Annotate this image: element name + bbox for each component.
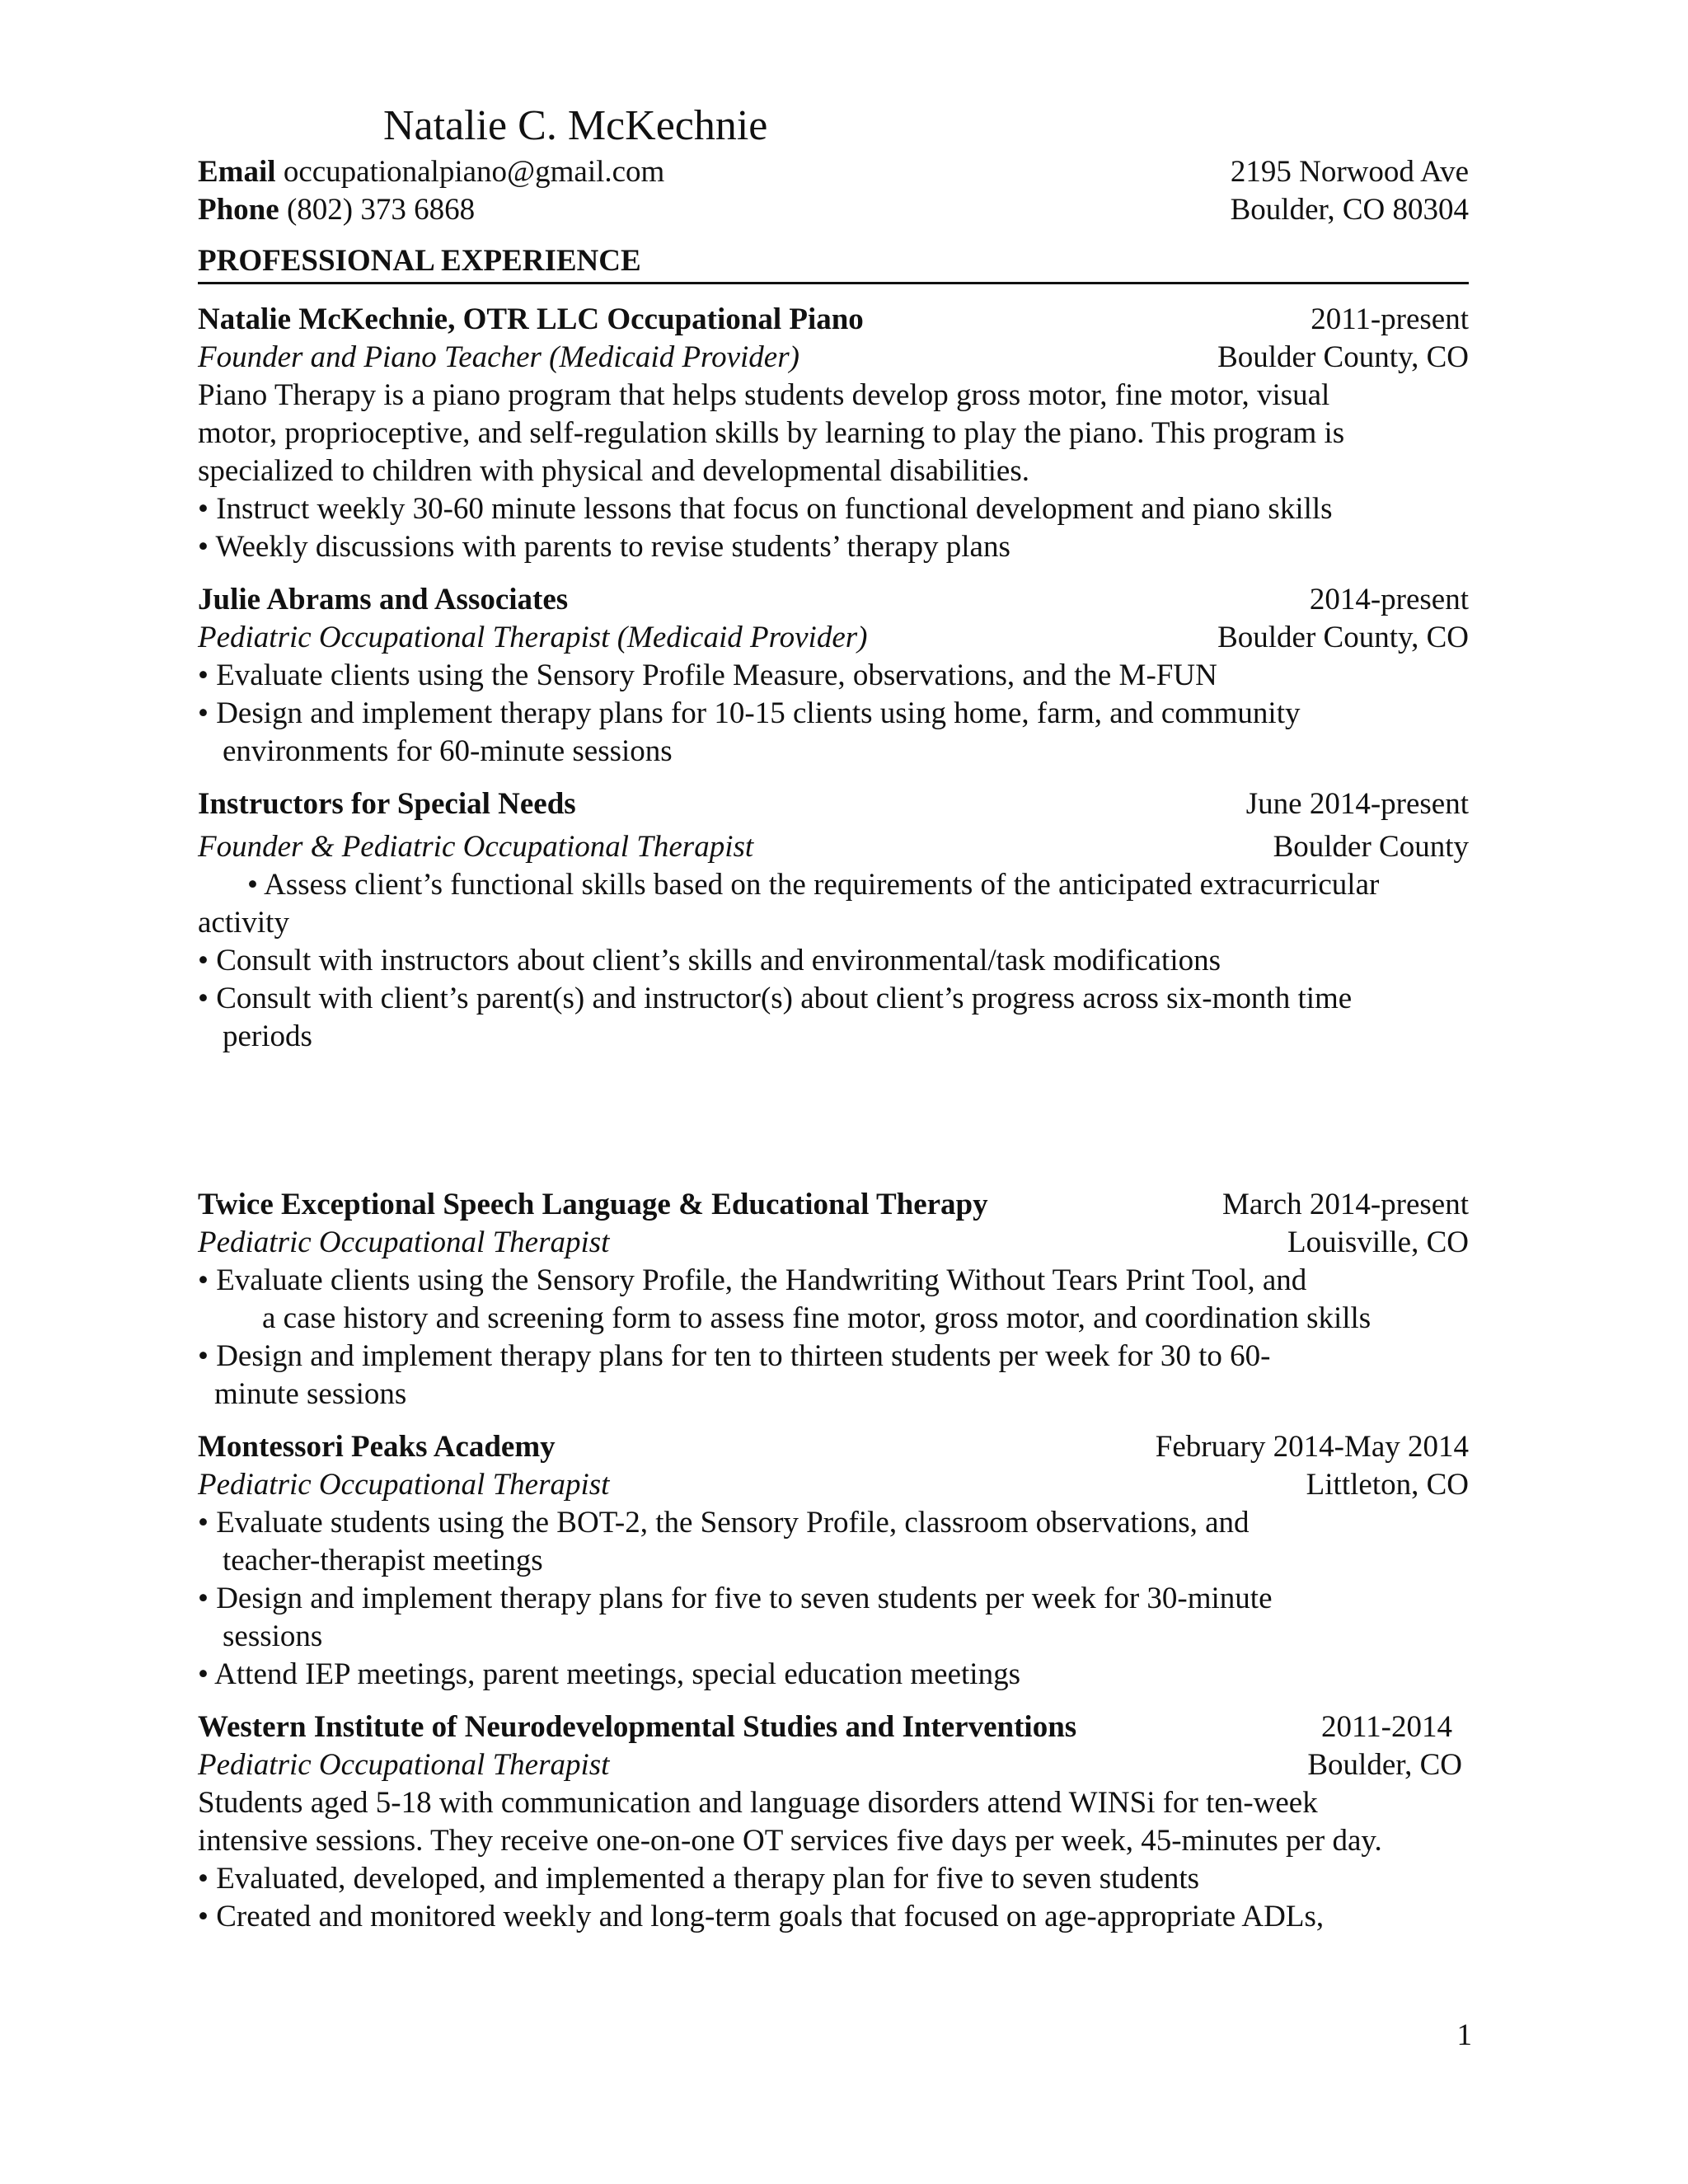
job-location: Littleton, CO — [1306, 1468, 1469, 1502]
job-bullet: • Evaluate clients using the Sensory Profile, the Handwriting Without Tears Print Tool, and — [198, 1263, 1307, 1297]
job-bullet: • Evaluate clients using the Sensory Profile Measure, observations, and the M-FUN — [198, 658, 1217, 692]
job-entry — [198, 581, 1469, 771]
job-dates: March 2014-present — [1222, 1188, 1469, 1221]
address-line-1: 2195 Norwood Ave — [1230, 155, 1469, 189]
job-subheader — [198, 1466, 1469, 1504]
job-org: Instructors for Special Needs — [198, 787, 576, 821]
job-bullet: • Design and implement therapy plans for five to seven students per week for 30-minute — [198, 1582, 1273, 1615]
job-description-line: intensive sessions. They receive one-on-one OT services five days per week, 45-minutes per day. — [198, 1824, 1382, 1858]
job-entry — [198, 785, 1469, 1056]
job-bullet: • Design and implement therapy plans for ten to thirteen students per week for 30 to 60- — [198, 1339, 1271, 1373]
phone-line — [198, 191, 475, 229]
email-line — [198, 153, 664, 191]
contact-row-1 — [198, 153, 1469, 191]
job-bullet-continuation: minute sessions — [214, 1377, 407, 1411]
job-bullet: • Evaluate students using the BOT-2, the Sensory Profile, classroom observations, and — [198, 1506, 1250, 1540]
job-subheader — [198, 828, 1469, 866]
job-bullet: • Created and monitored weekly and long-term goals that focused on age-appropriate ADLs, — [198, 1900, 1325, 1933]
job-org: Twice Exceptional Speech Language & Educational Therapy — [198, 1188, 988, 1221]
job-org: Natalie McKechnie, OTR LLC Occupational Piano — [198, 302, 864, 336]
job-org: Montessori Peaks Academy — [198, 1430, 556, 1464]
job-role: Founder & Pediatric Occupational Therapist — [198, 830, 754, 864]
page-number: 1 — [1456, 2018, 1472, 2052]
job-bullet: • Consult with instructors about client’s skills and environmental/task modifications — [198, 944, 1221, 977]
section-rule — [198, 282, 1469, 284]
job-bullet: • Instruct weekly 30-60 minute lessons that focus on functional development and piano skills — [198, 492, 1333, 526]
job-location: Boulder, CO — [1307, 1748, 1462, 1782]
job-location: Boulder County, CO — [1217, 340, 1469, 374]
job-location: Boulder County — [1273, 830, 1469, 864]
job-entry — [198, 1186, 1469, 1413]
email-address: occupationalpiano@gmail.com — [283, 155, 665, 189]
contact-row-2 — [198, 191, 1469, 229]
job-dates: 2011-present — [1311, 302, 1469, 336]
job-header — [198, 581, 1469, 619]
phone-label: Phone — [198, 193, 279, 227]
job-org: Western Institute of Neurodevelopmental Studies and Interventions — [198, 1710, 1077, 1744]
job-bullet: • Design and implement therapy plans for 10-15 clients using home, farm, and community — [198, 696, 1301, 730]
job-description-line: Students aged 5-18 with communication and language disorders attend WINSi for ten-week — [198, 1786, 1318, 1820]
job-subheader — [198, 1746, 1469, 1784]
blank-space — [198, 1071, 1469, 1186]
job-dates: June 2014-present — [1245, 787, 1469, 821]
job-bullet: • Evaluated, developed, and implemented a therapy plan for five to seven students — [198, 1862, 1200, 1896]
job-dates: February 2014-May 2014 — [1155, 1430, 1469, 1464]
job-header — [198, 1186, 1469, 1224]
job-role: Pediatric Occupational Therapist — [198, 1748, 610, 1782]
job-header — [198, 1428, 1469, 1466]
job-subheader — [198, 1224, 1469, 1262]
job-bullet-continuation: sessions — [223, 1619, 323, 1653]
section-title: PROFESSIONAL EXPERIENCE — [198, 244, 641, 278]
job-bullet: • Consult with client’s parent(s) and instructor(s) about client’s progress across six-month time — [198, 982, 1353, 1015]
job-description-line: motor, proprioceptive, and self-regulation skills by learning to play the piano. This program is — [198, 416, 1345, 450]
job-bullet: • Assess client’s functional skills based on the requirements of the anticipated extracurricular — [247, 868, 1380, 902]
job-role: Pediatric Occupational Therapist (Medicaid Provider) — [198, 621, 868, 654]
job-role: Founder and Piano Teacher (Medicaid Provider) — [198, 340, 799, 374]
job-role: Pediatric Occupational Therapist — [198, 1468, 610, 1502]
job-bullet: • Weekly discussions with parents to revise students’ therapy plans — [198, 530, 1010, 564]
phone-number: (802) 373 6868 — [286, 193, 476, 227]
job-entry — [198, 301, 1469, 566]
job-bullet-continuation: periods — [223, 1019, 312, 1053]
job-role: Pediatric Occupational Therapist — [198, 1226, 610, 1259]
job-description-line: Piano Therapy is a piano program that helps students develop gross motor, fine motor, visual — [198, 378, 1330, 412]
job-dates: 2011-2014 — [1321, 1710, 1452, 1744]
job-location: Boulder County, CO — [1217, 621, 1469, 654]
job-header — [198, 301, 1469, 339]
job-dates: 2014-present — [1309, 583, 1469, 616]
candidate-name: Natalie C. McKechnie — [383, 102, 768, 149]
job-location: Louisville, CO — [1287, 1226, 1469, 1259]
job-bullet-continuation: a case history and screening form to assess fine motor, gross motor, and coordination skills — [262, 1301, 1372, 1335]
job-bullet-continuation: teacher-therapist meetings — [223, 1544, 543, 1577]
job-bullet-continuation: environments for 60-minute sessions — [223, 734, 673, 768]
email-label: Email — [198, 155, 276, 189]
job-bullet-continuation: activity — [198, 906, 289, 940]
job-org: Julie Abrams and Associates — [198, 583, 569, 616]
job-description-line: specialized to children with physical and developmental disabilities. — [198, 454, 1029, 488]
job-subheader — [198, 619, 1469, 657]
job-bullet: • Attend IEP meetings, parent meetings, special education meetings — [198, 1657, 1020, 1691]
job-entry — [198, 1428, 1469, 1694]
job-entry — [198, 1708, 1469, 1936]
resume-content — [198, 99, 1469, 1951]
job-subheader — [198, 339, 1469, 377]
job-header — [198, 785, 1469, 823]
job-header — [198, 1708, 1469, 1746]
address-line-2: Boulder, CO 80304 — [1230, 193, 1469, 227]
